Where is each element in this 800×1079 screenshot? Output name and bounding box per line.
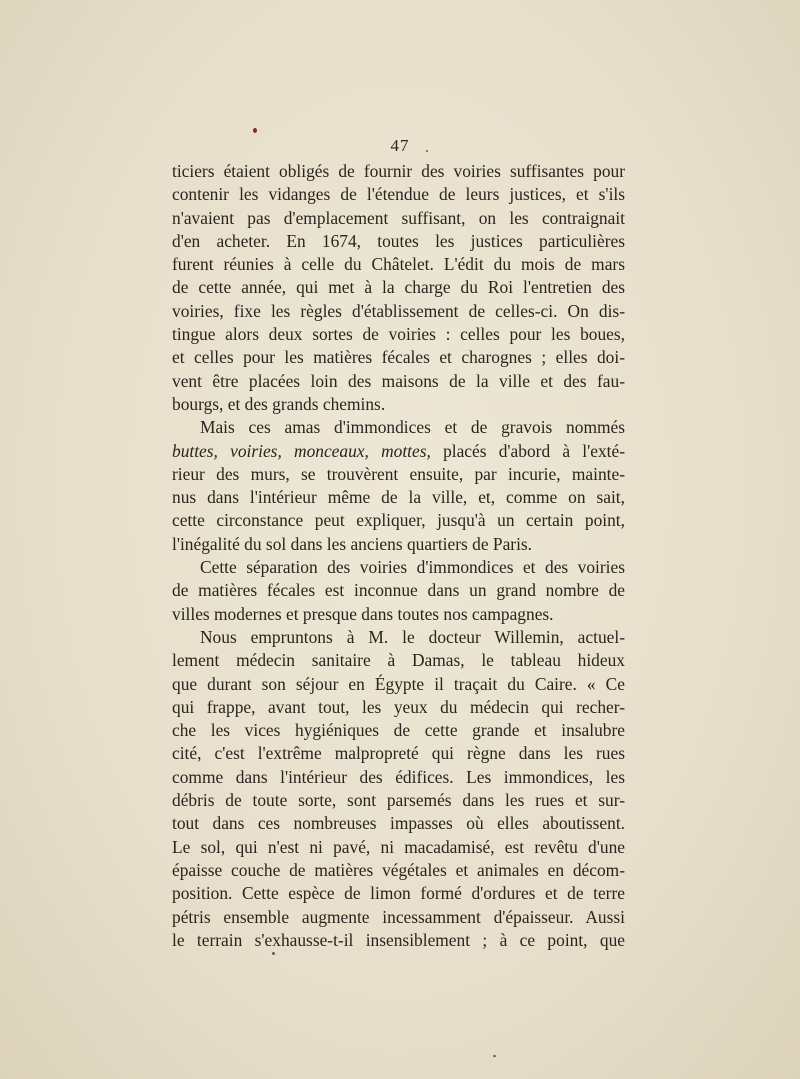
text-line: le terrain s'exhausse-t-il insensiblement ; à ce point, que <box>172 929 625 950</box>
text-line: che les vices hygiéniques de cette grande et insalubre <box>172 720 625 741</box>
text-line: villes modernes et presque dans toutes nos campagnes. <box>172 603 554 624</box>
italic-word: voiries, <box>230 440 282 461</box>
text-line: Le sol, qui n'est ni pavé, ni macadamisé, est revêtu d'une <box>172 836 625 857</box>
text-line: que durant son séjour en Égypte il traçait du Caire. « Ce <box>172 673 625 694</box>
text-line: de cette année, qui met à la charge du Roi l'entretien des <box>172 277 625 298</box>
italic-word: mottes, <box>381 440 431 461</box>
text-line: de matières fécales est inconnue dans un grand nombre de <box>172 580 625 601</box>
text-line: cité, c'est l'extrême malpropreté qui règne dans les rues <box>172 743 625 764</box>
text-line: tout dans ces nombreuses impasses où elles aboutissent. <box>172 813 625 834</box>
text-line: tingue alors deux sortes de voiries : celles pour les boues, <box>172 324 625 345</box>
text-line: vent être placées loin des maisons de la ville et des fau- <box>172 370 625 391</box>
text-line: cette circonstance peut expliquer, jusqu'à un certain point, <box>172 510 625 531</box>
ink-speck <box>493 1055 496 1057</box>
body-text <box>172 160 625 952</box>
text-line: épaisse couche de matières végétales et animales en décom- <box>172 859 625 880</box>
text-line: pétris ensemble augmente incessamment d'épaisseur. Aussi <box>172 906 625 927</box>
text-line: furent réunies à celle du Châtelet. L'édit du mois de mars <box>172 254 625 275</box>
text-line: contenir les vidanges de l'étendue de leurs justices, et s'ils <box>172 184 625 205</box>
text-line: comme dans l'intérieur des édifices. Les immondices, les <box>172 766 625 787</box>
paragraph-start-line: Nous empruntons à M. le docteur Willemin, actuel- <box>200 626 625 647</box>
paragraph-start-line: Mais ces amas d'immondices et de gravois nommés <box>200 417 625 438</box>
text-line: l'inégalité du sol dans les anciens quartiers de Paris. <box>172 533 533 554</box>
ink-speck <box>253 128 257 133</box>
text-line: voiries, fixe les règles d'établissement de celles-ci. On dis- <box>172 300 625 321</box>
italic-word: monceaux, <box>294 440 369 461</box>
italic-word: buttes, <box>172 440 218 461</box>
text-line: nus dans l'intérieur même de la ville, et, comme on sait, <box>172 487 625 508</box>
text-line: lement médecin sanitaire à Damas, le tableau hideux <box>172 650 625 671</box>
page-number: 47 <box>390 136 410 155</box>
line-remainder: placés d'abord à l'exté- <box>430 440 625 461</box>
text-line: bourgs, et des grands chemins. <box>172 393 386 414</box>
text-line: et celles pour les matières fécales et charognes ; elles doi- <box>172 347 625 368</box>
ink-speck <box>272 952 275 955</box>
paragraph-start-line: Cette séparation des voiries d'immondices et des voiries <box>200 557 625 578</box>
text-line: position. Cette espèce de limon formé d'ordures et de terre <box>172 883 625 904</box>
text-line: n'avaient pas d'emplacement suffisant, on les contraignait <box>172 207 625 228</box>
text-line: débris de toute sorte, sont parsemés dans les rues et sur- <box>172 790 625 811</box>
text-line: qui frappe, avant tout, les yeux du médecin qui recher- <box>172 696 625 717</box>
text-line: rieur des murs, se trouvèrent ensuite, par incurie, mainte- <box>172 463 625 484</box>
text-line: d'en acheter. En 1674, toutes les justices particulières <box>172 230 625 251</box>
text-line: ticiers étaient obligés de fournir des voiries suffisantes pour <box>172 161 625 181</box>
text-line-with-italics <box>172 440 625 463</box>
